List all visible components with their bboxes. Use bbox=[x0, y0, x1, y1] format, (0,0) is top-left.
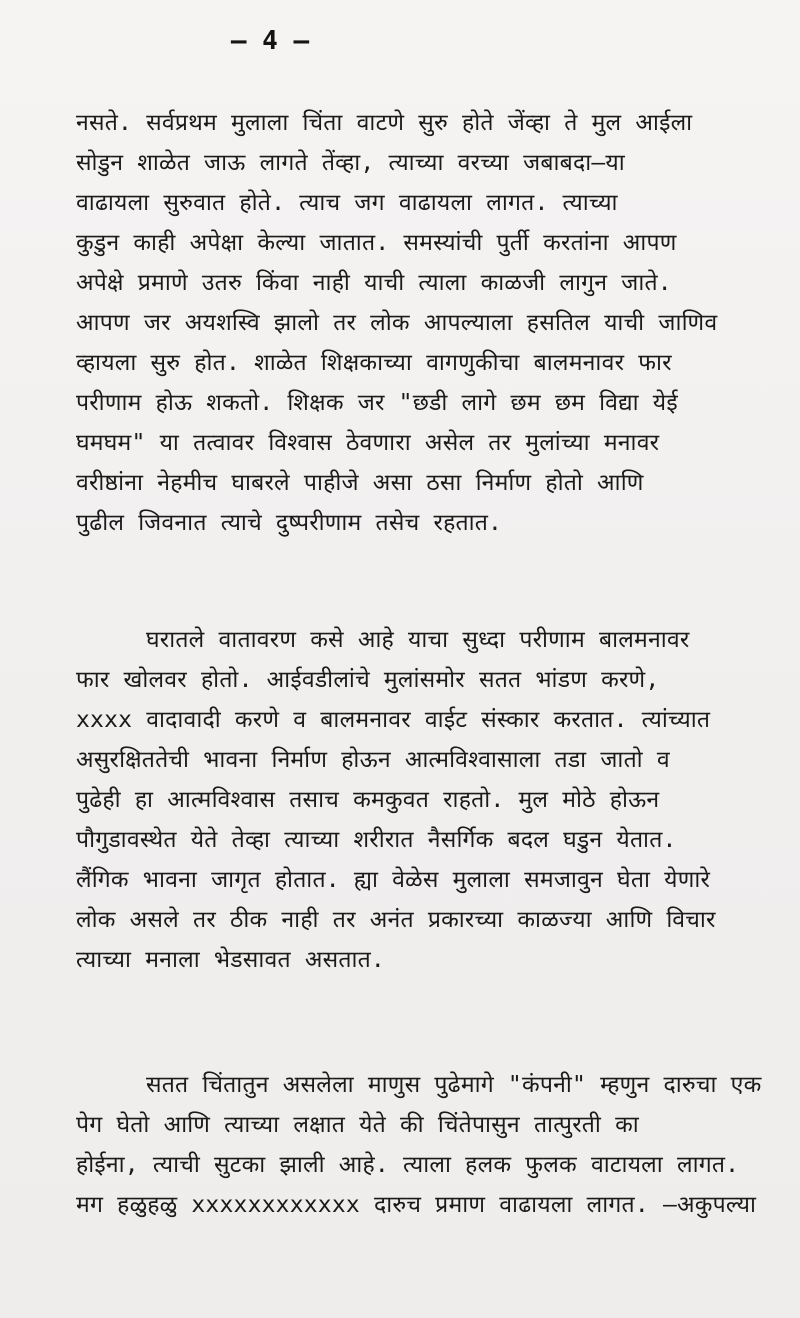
text-line: घमघम" या तत्वावर विश्वास ठेवणारा असेल तर मुलांच्या मनावर bbox=[76, 430, 660, 456]
text-line: परीणाम होऊ शकतो. शिक्षक जर "छडी लागे छम छम विद्या येई bbox=[76, 390, 678, 416]
text-line: मग हळुहळु xxxxxxxxxxxx दारुच प्रमाण वाढायला लागत. –अकुपल्या bbox=[76, 1192, 757, 1218]
text-line: अपेक्षे प्रमाणे उतरु किंवा नाही याची त्याला काळजी लागुन जाते. bbox=[76, 270, 672, 296]
text-line: पुढेही हा आत्मविश्वास तसाच कमकुवत राहतो. मुल मोठे होऊन bbox=[76, 787, 660, 813]
text-line: xxxx वादावादी करणे व बालमनावर वाईट संस्कार करतात. त्यांच्यात bbox=[76, 707, 711, 733]
text-line: वरीष्ठांना नेहमीच घाबरले पाहीजे असा ठसा निर्माण होतो आणि bbox=[76, 470, 644, 496]
text-line: असुरक्षिततेची भावना निर्माण होऊन आत्मविश्वासाला तडा जातो व bbox=[76, 747, 670, 773]
page-number: – 4 – bbox=[230, 26, 310, 56]
text-line: कुडुन काही अपेक्षा केल्या जातात. समस्यांची पुर्ती करतांना आपण bbox=[76, 230, 677, 256]
text-line: वाढायला सुरुवात होते. त्याच जग वाढायला लागत. त्याच्या bbox=[76, 190, 618, 216]
paragraph-2 bbox=[76, 620, 796, 980]
text-line: सतत चिंतातुन असलेला माणुस पुढेमागे "कंपनी" म्हणुन दारुचा एक bbox=[146, 1072, 762, 1098]
text-line: व्हायला सुरु होत. शाळेत शिक्षकाच्या वागणुकीचा बालमनावर फार bbox=[76, 350, 672, 376]
text-line: फार खोलवर होतो. आईवडीलांचे मुलांसमोर सतत भांडण करणे, bbox=[76, 667, 660, 693]
paragraph-3 bbox=[76, 1065, 796, 1225]
paragraph-1 bbox=[76, 103, 796, 543]
text-line: होईना, त्याची सुटका झाली आहे. त्याला हलक फुलक वाटायला लागत. bbox=[76, 1152, 740, 1178]
text-line: पेग घेतो आणि त्याच्या लक्षात येते की चिंतेपासुन तात्पुरती का bbox=[76, 1112, 639, 1138]
text-line: आपण जर अयशस्वि झालो तर लोक आपल्याला हसतिल याची जाणिव bbox=[76, 310, 718, 336]
text-line: त्याच्या मनाला भेडसावत असतात. bbox=[76, 947, 385, 973]
text-line: पौगुडावस्थेत येते तेव्हा त्याच्या शरीरात नैसर्गिक बदल घडुन येतात. bbox=[76, 827, 677, 853]
text-line: घरातले वातावरण कसे आहे याचा सुध्दा परीणाम बालमनावर bbox=[146, 627, 690, 653]
text-line: लोक असले तर ठीक नाही तर अनंत प्रकारच्या काळज्या आणि विचार bbox=[76, 907, 716, 933]
text-line: पुढील जिवनात त्याचे दुष्परीणाम तसेच रहतात. bbox=[76, 510, 503, 536]
text-line: नसते. सर्वप्रथम मुलाला चिंता वाटणे सुरु होते जेंव्हा ते मुल आईला bbox=[76, 110, 693, 136]
text-line: सोडुन शाळेत जाऊ लागते तेंव्हा, त्याच्या वरच्या जबाबदा–या bbox=[76, 150, 625, 176]
text-line: लैंगिक भावना जागृत होतात. ह्या वेळेस मुलाला समजावुन घेता येणारे bbox=[76, 867, 711, 893]
